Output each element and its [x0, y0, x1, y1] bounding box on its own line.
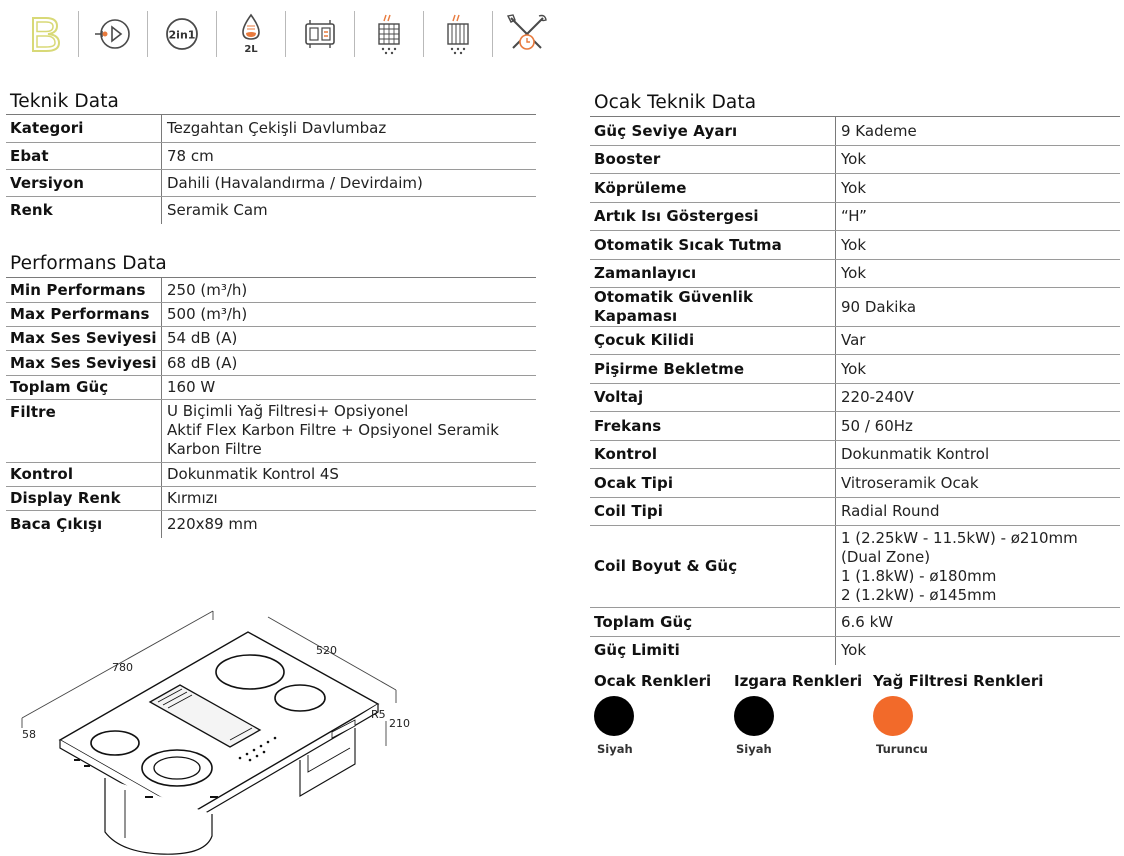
table-row — [6, 197, 536, 224]
row-value: Var — [836, 327, 1121, 355]
row-key: Ebat — [6, 143, 162, 170]
row-value: 90 Dakika — [836, 288, 1121, 327]
table-row — [590, 174, 1120, 203]
brand-b-icon — [10, 10, 78, 58]
table-row — [6, 351, 536, 376]
filter-colors — [873, 672, 1043, 756]
dim-width-label: 780 — [112, 661, 133, 674]
teknik-data-title: Teknik Data — [10, 91, 119, 112]
hob-technical-drawing — [0, 600, 420, 856]
svg-text:2L: 2L — [244, 44, 258, 55]
table-row — [590, 260, 1120, 288]
row-key: Voltaj — [590, 384, 836, 412]
row-value: 160 W — [162, 376, 537, 400]
two-in-one-icon — [148, 10, 216, 58]
dim-radius-label: R5 — [371, 708, 386, 721]
row-key: Zamanlayıcı — [590, 260, 836, 288]
color-swatch — [873, 696, 913, 736]
swatch-name: Turuncu — [876, 742, 928, 756]
row-value: 68 dB (A) — [162, 351, 537, 376]
table-row — [590, 231, 1120, 260]
row-value: Yok — [836, 355, 1121, 384]
row-key: Display Renk — [6, 487, 162, 511]
row-value: 220x89 mm — [162, 511, 537, 538]
row-value: Yok — [836, 174, 1121, 203]
feature-icon-bar — [10, 10, 561, 58]
table-row — [590, 608, 1120, 637]
table-row — [590, 441, 1120, 469]
svg-text:2in1: 2in1 — [168, 28, 196, 42]
table-row — [6, 327, 536, 351]
row-key: Ocak Tipi — [590, 469, 836, 498]
swatch-title: Yağ Filtresi Renkleri — [873, 672, 1044, 690]
dim-height-label: 210 — [389, 717, 410, 730]
table-row — [6, 303, 536, 327]
coil-line: 2 (1.2kW) - ø145mm — [841, 585, 997, 604]
row-key: Filtre — [6, 400, 162, 463]
row-value: 50 / 60Hz — [836, 412, 1121, 441]
ocak-colors — [594, 672, 711, 756]
filter-line: U Biçimli Yağ Filtresi+ Opsiyonel — [167, 402, 409, 420]
row-value: Kırmızı — [162, 487, 537, 511]
row-key: Max Ses Seviyesi — [6, 351, 162, 376]
row-key: Versiyon — [6, 170, 162, 197]
row-value — [162, 400, 537, 463]
table-row — [6, 170, 536, 197]
row-value: Dokunmatik Kontrol — [836, 441, 1121, 469]
row-key: Pişirme Bekletme — [590, 355, 836, 384]
row-value — [836, 526, 1121, 608]
row-value: 54 dB (A) — [162, 327, 537, 351]
grease-filter-icon — [355, 10, 423, 58]
izgara-colors — [734, 672, 862, 756]
row-key: Baca Çıkışı — [10, 514, 103, 533]
table-row — [590, 469, 1120, 498]
row-value: Yok — [836, 231, 1121, 260]
row-value: Radial Round — [836, 498, 1121, 526]
table-row — [590, 637, 1120, 665]
row-value: 9 Kademe — [836, 117, 1121, 146]
filter-line: Aktif Flex Karbon Filtre + Opsiyonel Seramik — [167, 421, 499, 439]
row-value: Yok — [836, 637, 1121, 665]
row-value: 78 cm — [162, 143, 537, 170]
table-row — [6, 511, 536, 538]
row-key: Min Performans — [6, 278, 162, 303]
row-key: Kontrol — [6, 463, 162, 487]
coil-line: 1 (1.8kW) - ø180mm — [841, 566, 997, 585]
table-row — [590, 412, 1120, 441]
row-key: Güç Seviye Ayarı — [590, 117, 836, 146]
row-key: Coil Boyut & Güç — [590, 526, 836, 608]
row-key: Çocuk Kilidi — [590, 327, 836, 355]
row-key: Renk — [10, 200, 53, 219]
color-swatch — [734, 696, 774, 736]
dim-thickness-label: 58 — [22, 728, 36, 741]
teknik-data-table — [6, 114, 536, 224]
table-row — [6, 400, 536, 463]
table-row — [6, 376, 536, 400]
row-key: Coil Tipi — [590, 498, 836, 526]
row-value: 6.6 kW — [836, 608, 1121, 637]
dim-depth-label: 520 — [316, 644, 337, 657]
table-row — [6, 278, 536, 303]
swatch-title: Ocak Renkleri — [594, 672, 712, 690]
performans-data-table — [6, 277, 536, 538]
coil-line: (Dual Zone) — [841, 547, 931, 566]
row-value: 500 (m³/h) — [162, 303, 537, 327]
carbon-filter-icon — [424, 10, 492, 58]
row-value: 250 (m³/h) — [162, 278, 537, 303]
row-key: Kategori — [6, 115, 162, 143]
row-key: Booster — [590, 146, 836, 174]
ocak-teknik-data-table — [590, 116, 1120, 665]
table-row — [590, 288, 1120, 327]
row-value: Yok — [836, 260, 1121, 288]
water-drop-2l-icon — [217, 10, 285, 58]
row-key: Kontrol — [590, 441, 836, 469]
row-key: Toplam Güç — [6, 376, 162, 400]
color-swatch — [594, 696, 634, 736]
row-key: Otomatik Güvenlik Kapaması — [590, 288, 836, 327]
row-value: 220-240V — [836, 384, 1121, 412]
row-value: Yok — [836, 146, 1121, 174]
table-row — [590, 526, 1120, 608]
coil-line: 1 (2.25kW - 11.5kW) - ø210mm — [841, 528, 1078, 547]
filter-unit-icon — [286, 10, 354, 58]
row-key: Toplam Güç — [590, 608, 836, 637]
row-key: Otomatik Sıcak Tutma — [590, 231, 836, 260]
row-value: “H” — [836, 203, 1121, 231]
row-value: Dokunmatik Kontrol 4S — [162, 463, 537, 487]
swatch-title: Izgara Renkleri — [734, 672, 863, 690]
table-row — [590, 355, 1120, 384]
table-row — [6, 463, 536, 487]
row-key: Artık Isı Göstergesi — [590, 203, 836, 231]
row-value: Tezgahtan Çekişli Davlumbaz — [162, 115, 537, 143]
table-row — [590, 203, 1120, 231]
swatch-name: Siyah — [736, 742, 772, 756]
performans-data-title: Performans Data — [10, 253, 167, 274]
table-row — [6, 115, 536, 143]
row-key: Köprüleme — [590, 174, 836, 203]
table-row — [590, 498, 1120, 526]
table-row — [590, 327, 1120, 355]
power-play-icon — [79, 10, 147, 58]
table-row — [6, 487, 536, 511]
row-key: Güç Limiti — [594, 641, 680, 660]
row-value: Dahili (Havalandırma / Devirdaim) — [162, 170, 537, 197]
tools-clock-icon — [493, 10, 561, 58]
swatch-name: Siyah — [597, 742, 633, 756]
row-key: Max Performans — [6, 303, 162, 327]
table-row — [590, 146, 1120, 174]
table-row — [590, 117, 1120, 146]
filter-line: Karbon Filtre — [167, 440, 262, 458]
row-value: Seramik Cam — [162, 197, 537, 224]
row-key: Max Ses Seviyesi — [6, 327, 162, 351]
table-row — [6, 143, 536, 170]
table-row — [590, 384, 1120, 412]
row-value: Vitroseramik Ocak — [836, 469, 1121, 498]
row-key: Frekans — [590, 412, 836, 441]
ocak-teknik-data-title: Ocak Teknik Data — [594, 92, 757, 113]
